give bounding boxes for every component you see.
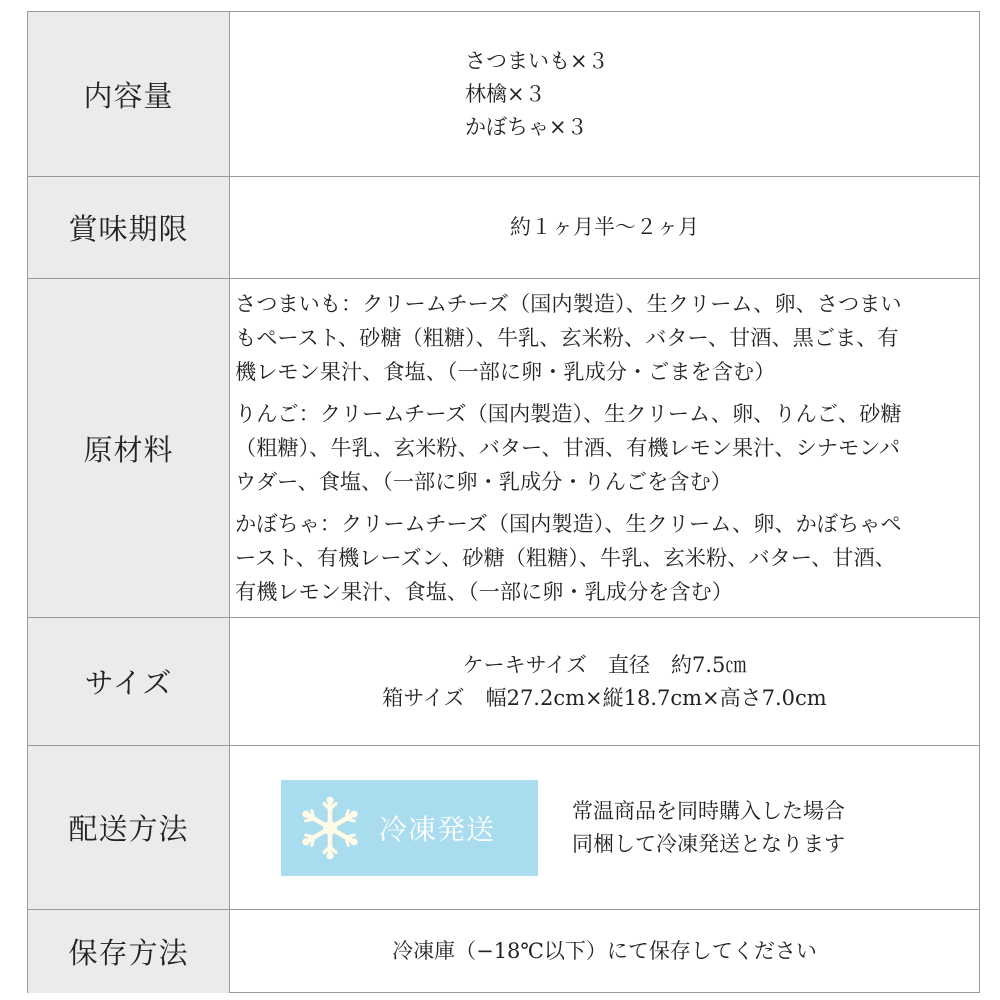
ingredients-line: かぼちゃ：クリームチーズ（国内製造）、生クリーム、卵、かぼちゃペ bbox=[235, 511, 902, 536]
value-storage bbox=[230, 910, 979, 993]
ingredients-line: ースト、有機レーズン、砂糖（粗糖）、牛乳、玄米粉、バター、甘酒、 bbox=[235, 545, 896, 570]
ingredients-pumpkin bbox=[235, 507, 975, 609]
ingredients-line: もペースト、砂糖（粗糖）、牛乳、玄米粉、バター、甘酒、黒ごま、有 bbox=[235, 325, 899, 350]
size-box-text: 箱サイズ 幅27.2cm×縦18.7cm×高さ7.0cm bbox=[382, 685, 827, 710]
contents-line: かぼちゃ×３ bbox=[465, 114, 588, 139]
label-expiry: 賞味期限 bbox=[28, 177, 230, 278]
snowflake-icon bbox=[297, 795, 363, 861]
ingredients-line: りんご：クリームチーズ（国内製造）、生クリーム、卵、りんご、砂糖 bbox=[235, 401, 902, 426]
row-expiry bbox=[28, 177, 979, 279]
value-shipping bbox=[230, 746, 979, 909]
row-ingredients bbox=[28, 279, 979, 618]
label-ingredients: 原材料 bbox=[28, 279, 230, 617]
ingredients-line: さつまいも：クリームチーズ（国内製造）、生クリーム、卵、さつまい bbox=[235, 291, 902, 316]
storage-text: 冷凍庫（−18℃以下）にて保存してください bbox=[392, 939, 817, 963]
row-storage bbox=[28, 910, 979, 993]
frozen-shipping-badge bbox=[281, 780, 538, 876]
shipping-note bbox=[572, 795, 845, 861]
value-ingredients bbox=[230, 279, 979, 617]
label-shipping: 配送方法 bbox=[28, 746, 230, 909]
ingredients-line: ウダー、食塩、（一部に卵・乳成分・りんごを含む） bbox=[235, 469, 732, 494]
label-size: サイズ bbox=[28, 618, 230, 745]
label-contents: 内容量 bbox=[28, 12, 230, 176]
product-spec-table bbox=[27, 11, 980, 993]
expiry-text: 約１ヶ月半〜２ヶ月 bbox=[510, 215, 699, 239]
ingredients-line: 有機レモン果汁、食塩、（一部に卵・乳成分を含む） bbox=[235, 579, 733, 604]
value-size bbox=[230, 618, 979, 745]
shipping-note-line: 常温商品を同時購入した場合 bbox=[572, 798, 845, 823]
label-storage: 保存方法 bbox=[28, 910, 230, 993]
row-contents bbox=[28, 12, 979, 177]
row-size bbox=[28, 618, 979, 746]
row-shipping bbox=[28, 746, 979, 910]
ingredients-sweet-potato bbox=[235, 287, 975, 389]
value-expiry bbox=[230, 177, 979, 278]
contents-line: さつまいも×３ bbox=[465, 48, 609, 73]
ingredients-apple bbox=[235, 397, 975, 499]
ingredients-line: （粗糖）、牛乳、玄米粉、バター、甘酒、有機レモン果汁、シナモンパ bbox=[235, 435, 901, 460]
ingredients-line: 機レモン果汁、食塩、（一部に卵・乳成分・ごまを含む） bbox=[235, 359, 776, 384]
frozen-badge-text: 冷凍発送 bbox=[379, 812, 496, 846]
size-cake-text: ケーキサイズ 直径 約7.5㎝ bbox=[462, 652, 747, 677]
value-contents bbox=[230, 12, 979, 176]
shipping-note-line: 同梱して冷凍発送となります bbox=[572, 831, 845, 856]
contents-line: 林檎×３ bbox=[465, 81, 546, 106]
